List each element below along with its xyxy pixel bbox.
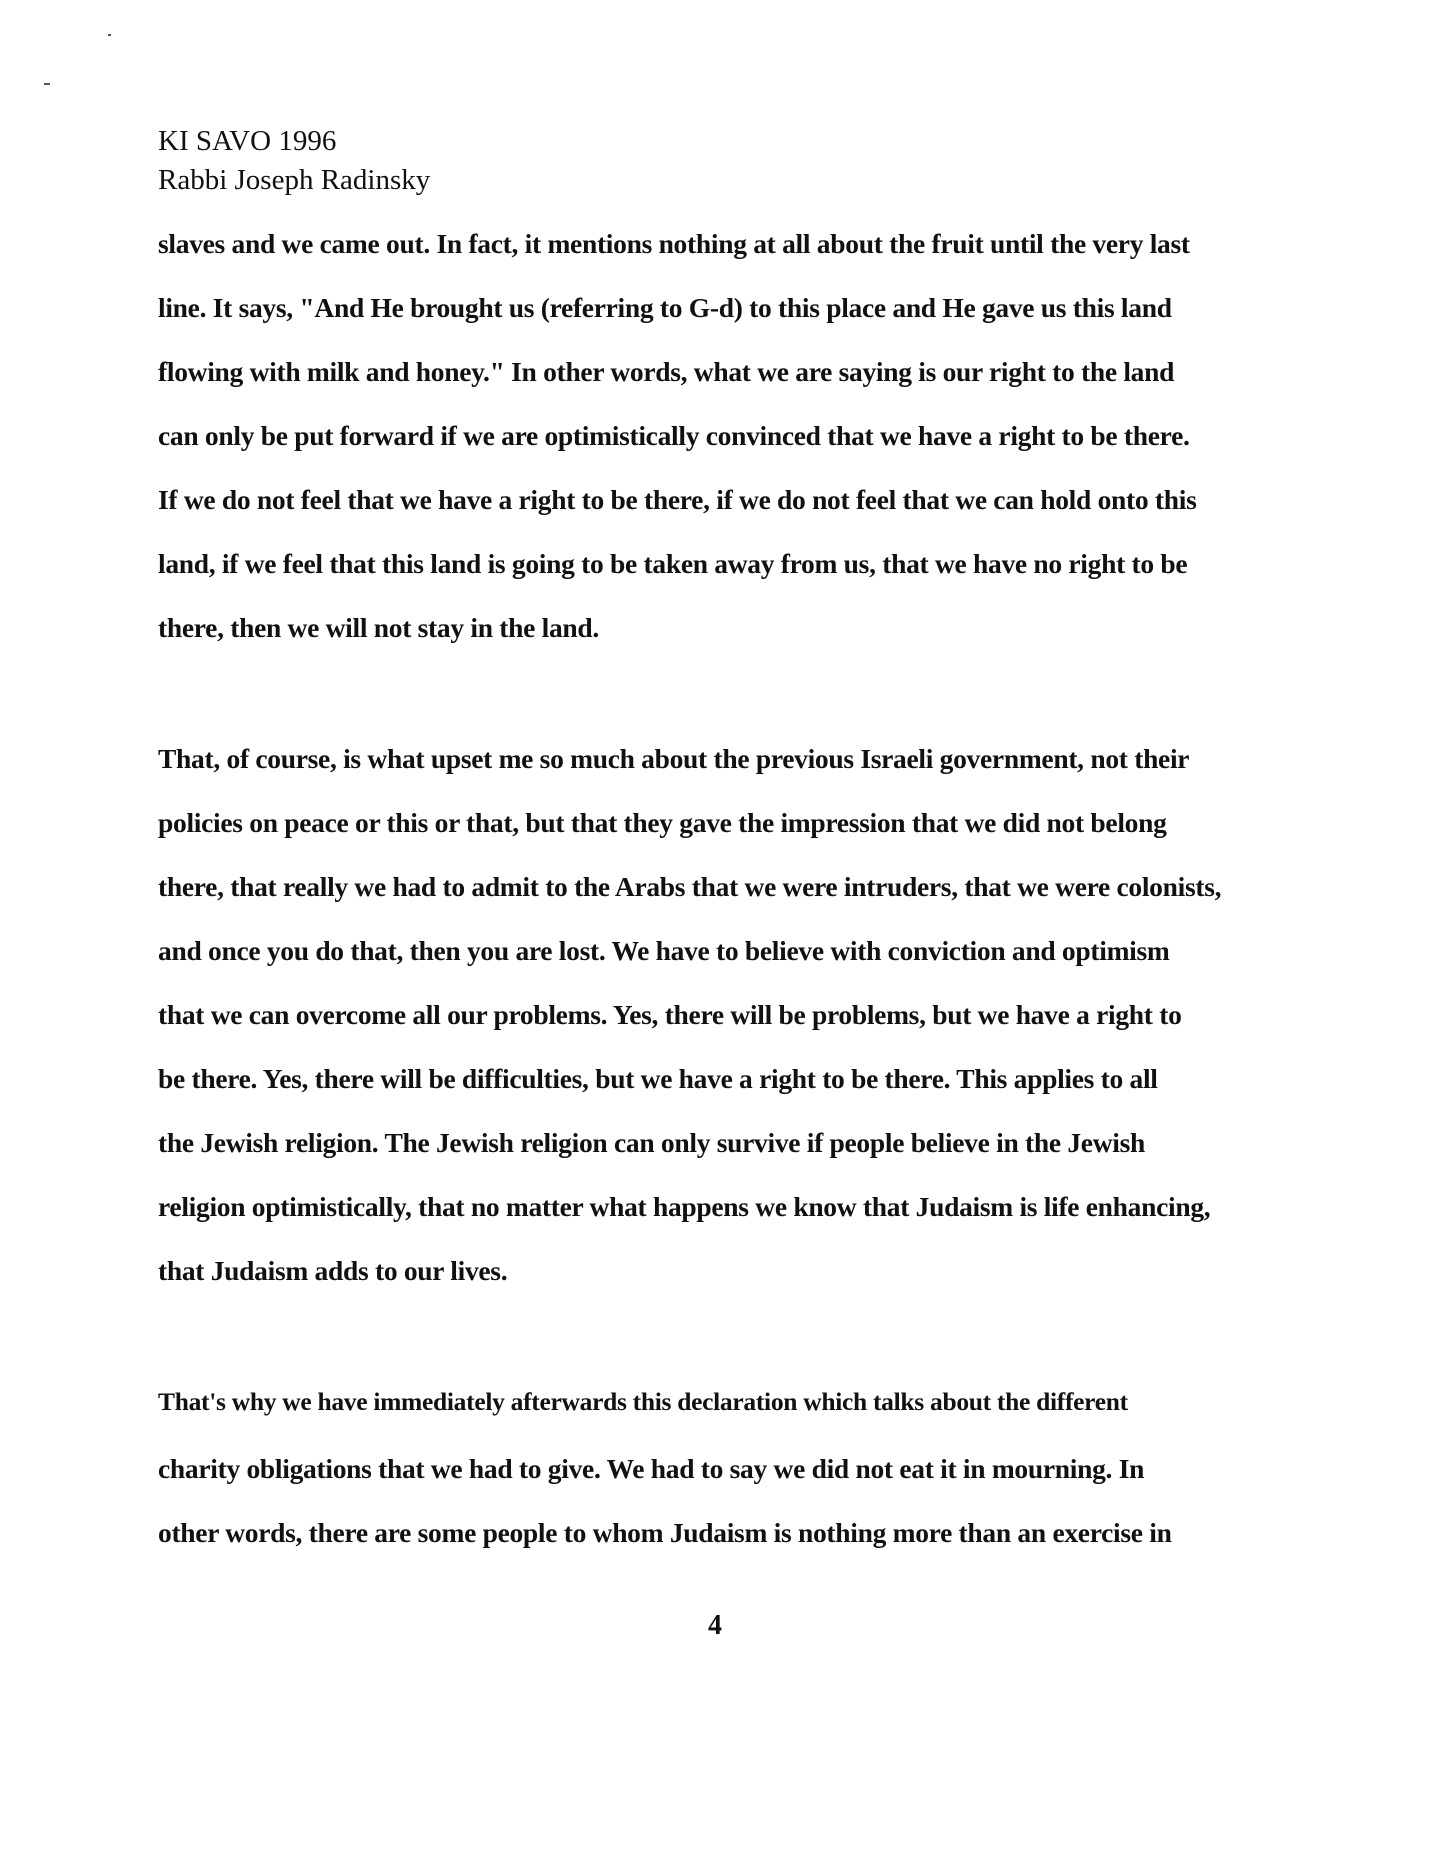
document-author: Rabbi Joseph Radinsky — [158, 164, 431, 196]
text-line: be there. Yes, there will be difficulties, but we have a right to be there. This applies to all — [158, 1063, 1158, 1094]
text-line: the Jewish religion. The Jewish religion can only survive if people believe in the Jewish — [158, 1127, 1146, 1158]
text-line: religion optimistically, that no matter what happens we know that Judaism is life enhancing, — [158, 1191, 1211, 1222]
text-line: land, if we feel that this land is going to be taken away from us, that we have no right to be — [158, 548, 1188, 579]
scan-mark — [44, 83, 50, 85]
text-line: That's why we have immediately afterwards this declaration which talks about the different — [158, 1387, 1128, 1416]
text-line: can only be put forward if we are optimistically convinced that we have a right to be there. — [158, 420, 1190, 451]
text-line: that Judaism adds to our lives. — [158, 1255, 508, 1286]
scan-mark — [108, 34, 111, 36]
text-line: line. It says, "And He brought us (referring to G-d) to this place and He gave us this land — [158, 292, 1172, 323]
text-line: That, of course, is what upset me so much about the previous Israeli government, not their — [158, 743, 1190, 774]
text-line: If we do not feel that we have a right to be there, if we do not feel that we can hold onto this — [158, 484, 1197, 515]
text-line: other words, there are some people to whom Judaism is nothing more than an exercise in — [158, 1517, 1172, 1548]
text-line: flowing with milk and honey." In other words, what we are saying is our right to the land — [158, 356, 1175, 387]
document-title: KI SAVO 1996 — [158, 125, 337, 157]
text-line: charity obligations that we had to give. We had to say we did not eat it in mourning. In — [158, 1453, 1145, 1484]
text-line: slaves and we came out. In fact, it mentions nothing at all about the fruit until the very last — [158, 228, 1190, 259]
text-line: there, that really we had to admit to the Arabs that we were intruders, that we were colonists, — [158, 871, 1222, 902]
text-line: policies on peace or this or that, but that they gave the impression that we did not belong — [158, 807, 1167, 838]
text-line: and once you do that, then you are lost. We have to believe with conviction and optimism — [158, 935, 1170, 966]
document-header — [158, 122, 430, 200]
text-line: that we can overcome all our problems. Yes, there will be problems, but we have a right to — [158, 999, 1182, 1030]
page-number: 4 — [708, 1610, 722, 1641]
text-line: there, then we will not stay in the land. — [158, 612, 599, 643]
